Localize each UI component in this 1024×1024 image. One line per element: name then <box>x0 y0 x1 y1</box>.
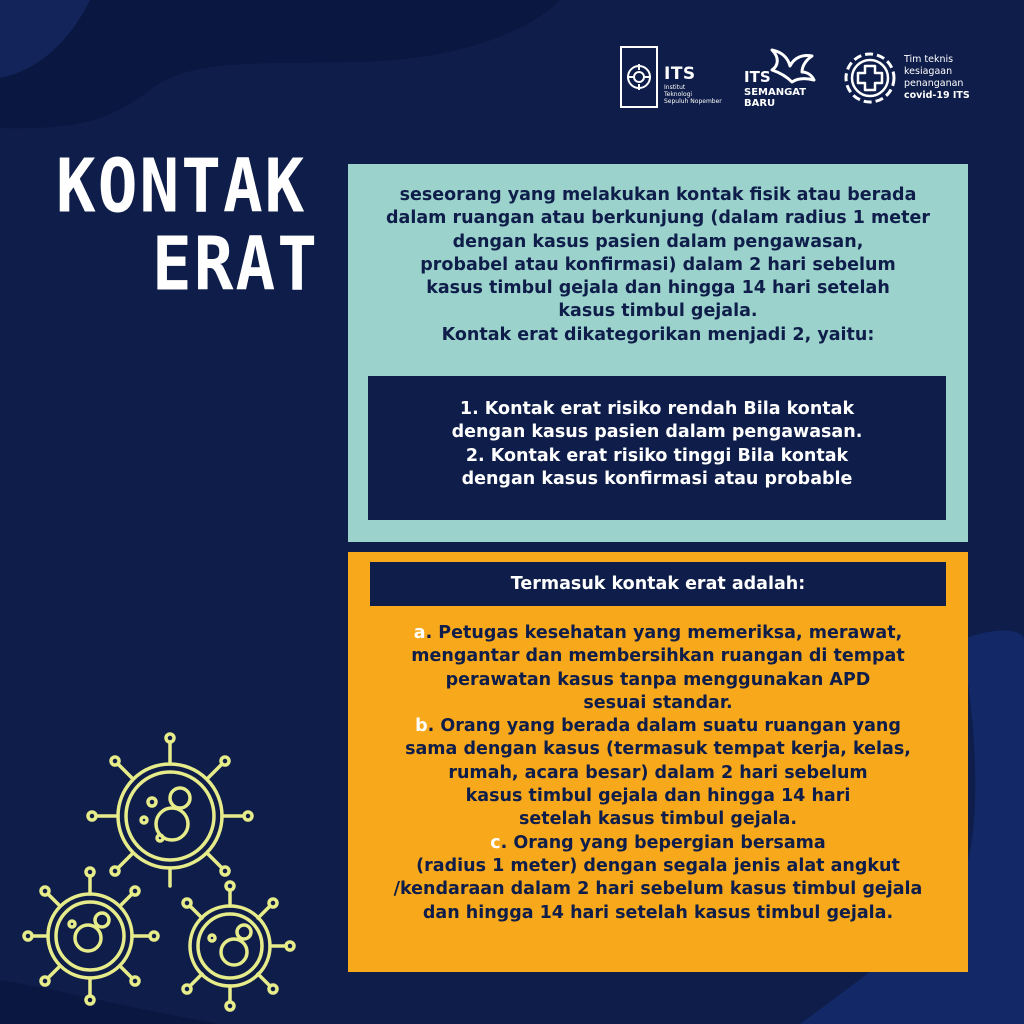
includes-card <box>348 552 968 972</box>
definition-card <box>348 164 968 542</box>
page-title <box>56 143 319 308</box>
virus-small-left <box>24 868 158 1004</box>
includes-heading: Termasuk kontak erat adalah: <box>370 562 946 606</box>
medical-cross-gear-icon <box>840 48 900 108</box>
semangat-baru-its: ITS <box>744 68 771 86</box>
title-line-1: KONTAK <box>56 143 307 230</box>
virus-icon <box>20 726 310 1016</box>
list-item: a. Petugas kesehatan yang memeriksa, merawat, mengantar dan membersihkan ruangan di tempat perawatan kasus tanpa menggunakan APD sesuai standar. <box>411 623 905 713</box>
virus-small-right <box>183 882 294 1010</box>
list-item: b. Orang yang berada dalam suatu ruangan yang sama dengan kasus (termasuk tempat kerja, kelas, rumah, acara besar) dalam 2 hari sebelum kasus timbul gejala dan hingga 14 hari setelah kasus timbul gejala. <box>405 716 911 830</box>
item-marker: c <box>490 832 501 853</box>
covid-team-text: Tim teknis kesiagaan penanganan covid-19 ITS <box>904 54 970 101</box>
definition-text: seseorang yang melakukan kontak fisik atau berada dalam ruangan atau berkunjung (dalam radius 1 meter dengan kasus pasien dalam pengawasan, probabel atau konfirmasi) dalam 2 hari sebelum kasus timbul gejala dan hingga 14 hari setelah kasus timbul gejala. Kontak erat dikategorikan menjadi 2, yaitu: <box>385 185 930 345</box>
item-marker: a <box>413 623 426 643</box>
its-logo-name: ITS <box>664 64 696 84</box>
includes-list <box>362 622 954 925</box>
its-emblem-icon <box>620 46 658 108</box>
list-item: c. Orang yang bepergian bersama (radius 1 meter) dengan segala jenis alat angkut /kendaraan dalam 2 hari sebelum kasus timbul gejala dan hingga 14 hari setelah kasus timbul gejala. <box>393 832 923 923</box>
item-marker: b <box>415 716 428 737</box>
its-logo-subtitle: Institut Teknologi Sepuluh Nopember <box>664 84 722 105</box>
bird-icon <box>768 46 816 90</box>
semangat-baru-text: SEMANGAT BARU <box>744 87 807 109</box>
categories-box: 1. Kontak erat risiko rendah Bila kontak dengan kasus pasien dalam pengawasan. 2. Kontak erat risiko tinggi Bila kontak dengan kasus konfirmasi atau probable <box>368 376 946 520</box>
its-semangat-baru-logo <box>742 46 818 112</box>
title-line-2: ERAT <box>152 221 319 308</box>
covid-team-logo <box>840 48 990 108</box>
its-logo <box>620 46 730 110</box>
virus-large <box>88 734 252 886</box>
